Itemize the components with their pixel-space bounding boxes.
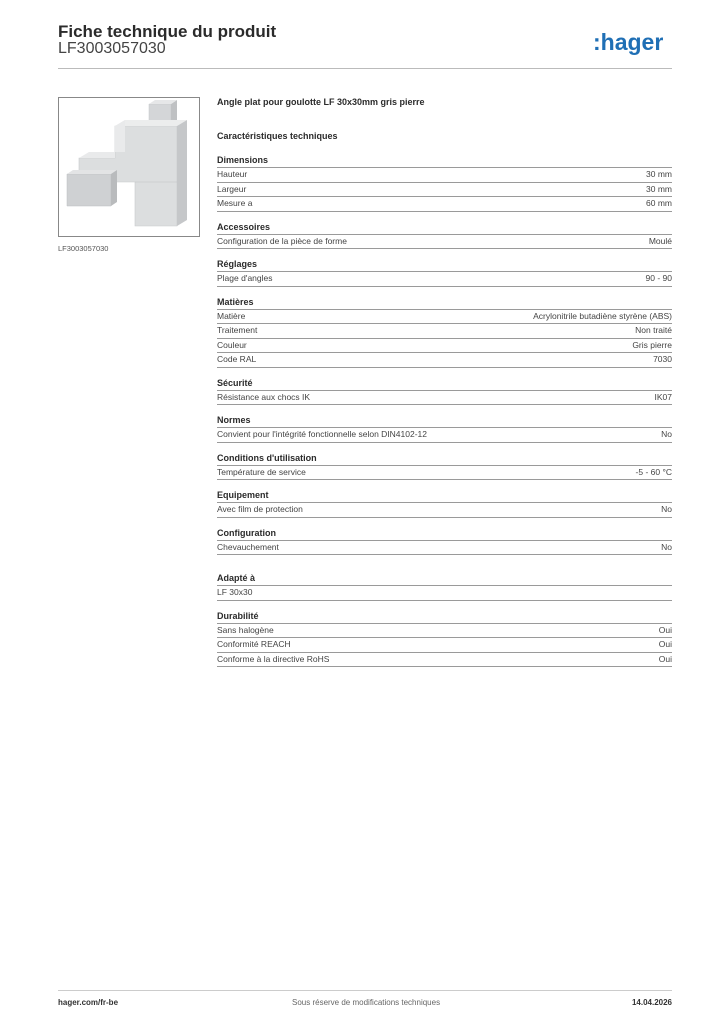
section-title: Adapté à [217,573,256,583]
spec-row [217,323,672,338]
section-title: Réglages [217,259,258,269]
section-title: Conditions d'utilisation [217,452,317,463]
section-title: Durabilité [217,610,259,621]
section-title: Equipement [217,490,269,500]
spec-row [217,637,672,652]
spec-value: Non traité [635,325,672,335]
spec-value: No [661,504,672,514]
spec-label: Conformité REACH [217,639,291,649]
spec-label: Sans halogène [217,624,274,635]
section-title: Configuration [217,527,276,538]
spec-value: Oui [658,653,672,664]
spec-label: Traitement [217,325,258,335]
hager-logo [593,28,673,58]
spec-value: IK07 [654,391,672,402]
spec-row [217,652,672,668]
spec-value: Oui [658,639,672,649]
spec-value: -5 - 60 °C [635,466,672,477]
spec-value: No [661,429,672,439]
spec-section [217,258,672,287]
spec-label: Avec film de protection [217,504,303,514]
spec-value: 7030 [653,354,672,364]
spec-section [217,296,672,368]
spec-value: Moulé [648,235,672,246]
image-caption: LF3003057030 [58,244,109,253]
spec-label: Mesure a [217,198,253,208]
spec-row [217,271,672,287]
page-title: Fiche technique du produit [58,22,277,41]
spec-section [217,377,672,406]
product-image [58,97,200,237]
spec-label: Chevauchement [217,541,279,552]
spec-value: Oui [658,624,672,635]
footer-date: 14.04.2026 [631,998,672,1007]
spec-label: LF 30x30 [217,587,253,597]
spec-row [217,196,672,212]
spec-label: Code RAL [217,354,257,364]
footer-website-link[interactable]: hager.com/fr-be [58,998,119,1007]
footer-notice: Sous réserve de modifications techniques [292,998,441,1007]
technical-characteristics-title: Caractéristiques techniques [217,131,338,141]
spec-section [217,452,672,481]
spec-row [217,465,672,481]
header-divider [58,68,672,69]
spec-row [217,540,672,556]
spec-section [217,489,672,518]
product-reference: LF3003057030 [58,40,166,57]
spec-row [217,623,672,638]
product-name: Angle plat pour goulotte LF 30x30mm gris pierre [217,97,425,107]
section-title: Matières [217,296,254,307]
spec-label: Matière [217,310,246,321]
spec-section [217,572,672,601]
spec-label: Convient pour l'intégrité fonctionnelle selon DIN4102-12 [217,429,428,439]
spec-label: Hauteur [217,169,248,179]
spec-row [217,234,672,250]
spec-label: Résistance aux chocs IK [217,391,311,402]
spec-section [217,221,672,250]
spec-row [217,502,672,518]
spec-value: 30 mm [646,183,672,194]
spec-label: Température de service [217,466,306,477]
spec-label: Largeur [217,183,247,194]
spec-value: 90 - 90 [645,273,672,283]
spec-value: 60 mm [646,198,672,208]
spec-row [217,167,672,182]
spec-value: 30 mm [646,169,672,179]
spec-row [217,338,672,353]
spec-section [217,154,672,212]
footer-divider [58,990,672,991]
svg-text::hager: :hager [593,29,664,55]
spec-value: Acrylonitrile butadiène styrène (ABS) [533,310,672,321]
spec-row [217,352,672,368]
spec-value: No [661,541,672,552]
spec-section [217,527,672,556]
section-title: Accessoires [217,221,271,232]
spec-row [217,390,672,406]
spec-row [217,585,672,601]
spec-sections [217,154,672,667]
spec-section [217,610,672,668]
section-title: Dimensions [217,155,269,165]
spec-row [217,427,672,443]
spec-label: Configuration de la pièce de forme [217,235,347,246]
section-title: Normes [217,415,251,425]
spec-content [217,96,672,676]
spec-row [217,182,672,197]
section-title: Sécurité [217,377,253,388]
spec-section [217,414,672,443]
spec-label: Couleur [217,339,247,350]
spec-label: Conforme à la directive RoHS [217,653,330,664]
spec-value: Gris pierre [632,339,672,350]
spec-label: Plage d'angles [217,273,273,283]
spec-row [217,309,672,324]
